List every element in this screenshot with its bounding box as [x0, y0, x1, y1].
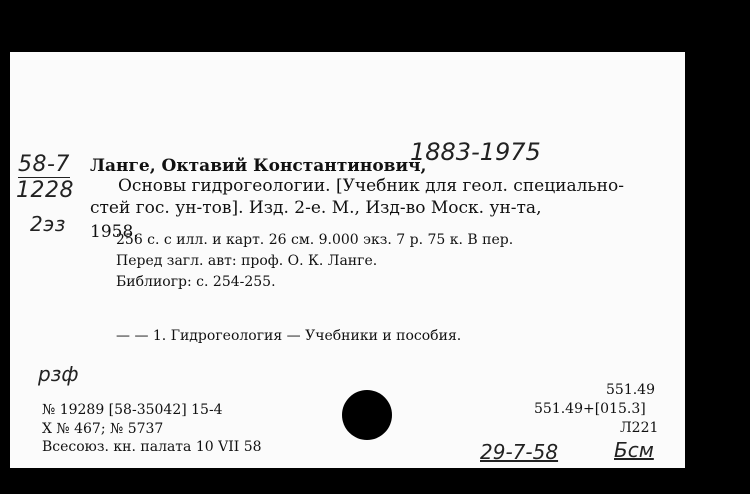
udc-extended: 551.49+[015.3]: [534, 401, 646, 417]
title-line-1: Основы гидрогеологии. [Учебник для геол. специально-: [118, 176, 624, 196]
signature: Бсм: [614, 438, 654, 462]
author-heading: Ланге, Октавий Константинович,: [90, 156, 427, 176]
author-dates: 1883-1975: [410, 138, 541, 166]
handwritten-mark: рзф: [38, 362, 79, 386]
title-line-3: 1958.: [90, 222, 139, 242]
date-stamp: 29-7-58: [480, 440, 559, 464]
author-note: Перед загл. авт: проф. О. К. Ланге.: [116, 253, 378, 269]
physical-description: 256 с. с илл. и карт. 26 см. 9.000 экз. 7 р. 75 к. В пер.: [116, 232, 514, 248]
title-line-2: стей гос. ун-тов]. Изд. 2-е. М., Изд-во Моск. ун-та,: [90, 198, 542, 218]
call-number-middle: 1228: [16, 178, 74, 203]
punch-hole: [342, 390, 392, 440]
author-mark: Л221: [620, 420, 659, 436]
registration-number: № 19289 [58-35042] 15-4: [42, 402, 223, 418]
udc-number: 551.49: [606, 382, 655, 398]
call-number-bottom: 2эз: [30, 212, 66, 236]
subject-tracing: — — 1. Гидрогеология — Учебники и пособия.: [116, 328, 462, 344]
catalog-card: [10, 52, 685, 468]
call-number-top: 58-7: [18, 152, 70, 177]
order-numbers: X № 467; № 5737: [42, 421, 164, 437]
chamber-imprint: Всесоюз. кн. палата 10 VII 58: [42, 439, 262, 455]
bibliography-note: Библиогр: с. 254-255.: [116, 274, 276, 290]
